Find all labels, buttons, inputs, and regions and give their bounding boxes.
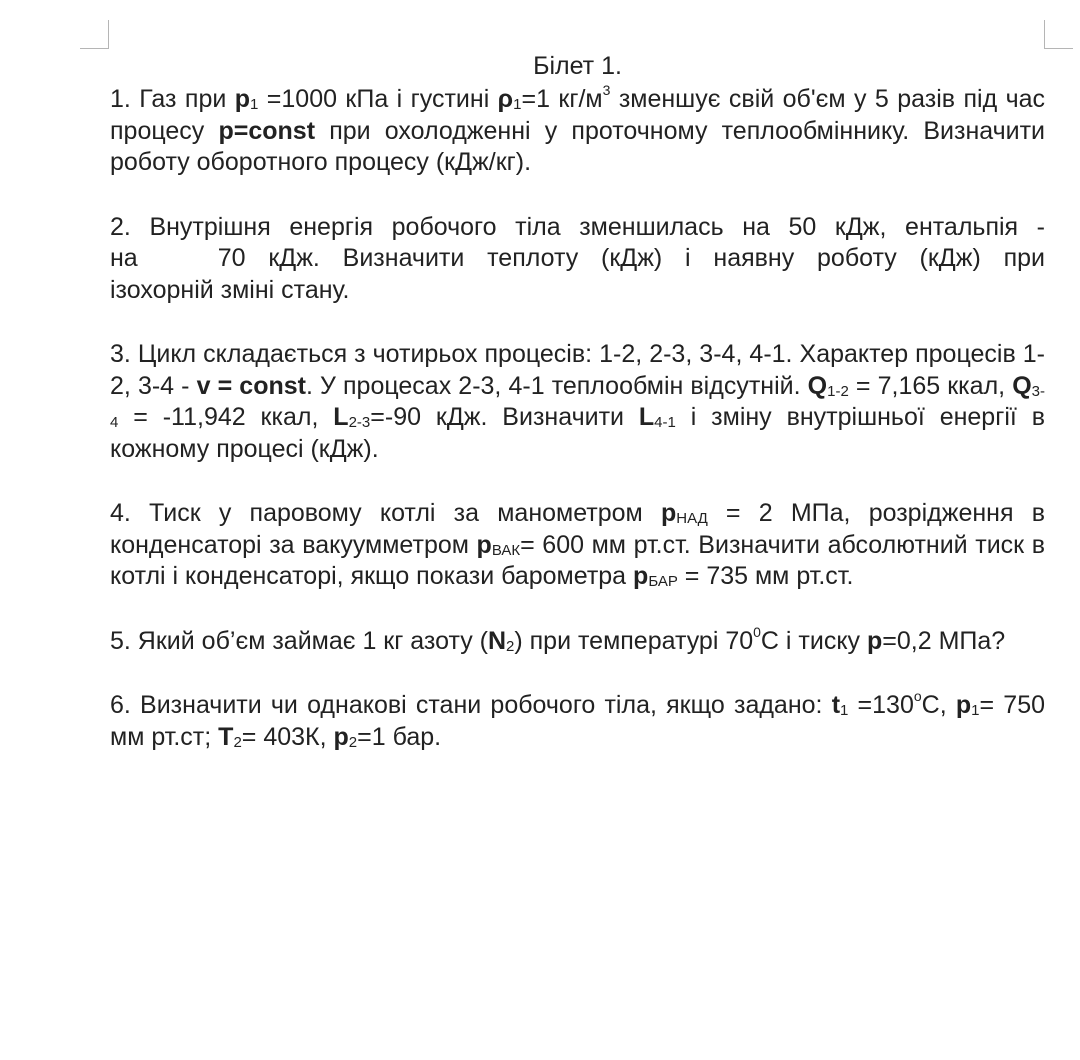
subscript: 2-3 bbox=[348, 414, 371, 431]
symbol: ρ bbox=[497, 85, 514, 113]
task-text: при охолодженні у проточному теплообміннику. Визначити роботу оборотного процесу (кДж/кг). bbox=[110, 116, 1046, 176]
superscript: 3 bbox=[602, 82, 611, 98]
task-1 bbox=[110, 84, 1045, 179]
symbol: p=const bbox=[218, 116, 316, 145]
subscript: 4-1 bbox=[654, 414, 676, 431]
task-4 bbox=[110, 498, 1045, 593]
subscript: 3-4 bbox=[110, 382, 1046, 431]
symbol: p bbox=[333, 722, 349, 751]
task-text: = 750 мм рт.ст; bbox=[110, 691, 1046, 751]
document-body bbox=[110, 50, 1045, 786]
task-3 bbox=[110, 339, 1045, 465]
task-text: 4. Тиск у паровому котлі за манометром bbox=[110, 499, 661, 527]
task-text: 3. Цикл складається з чотирьох процесів: 1-2, 2-3, 3-4, 4-1. Характер процесів 1-2, 3-4 - bbox=[110, 340, 1045, 400]
symbol: p bbox=[955, 691, 972, 719]
task-text: на bbox=[110, 244, 138, 272]
task-text: = 403К, bbox=[241, 722, 334, 751]
superscript: о bbox=[913, 688, 922, 704]
task-text: зменшує свій об'єм у 5 разів під час процесу bbox=[110, 85, 1046, 145]
task-text: =130 bbox=[848, 691, 914, 719]
symbol: N bbox=[487, 626, 507, 655]
task-text: С, bbox=[921, 691, 956, 719]
task-line: 2. Внутрішня енергія робочого тіла зменшилась на 50 кДж, ентальпія - bbox=[110, 212, 1045, 241]
task-text: = 735 мм рт.ст. bbox=[677, 562, 854, 590]
task-text: і зміну внутрішньої енергії в кожному процесі (кДж). bbox=[110, 403, 1045, 463]
task-6 bbox=[110, 690, 1045, 753]
task-text: = 600 мм рт.ст. Визначити абсолютний тиск в котлі і конденсаторі, якщо покази барометра bbox=[110, 530, 1045, 590]
subscript: 2 bbox=[348, 733, 358, 751]
subscript: 1 bbox=[971, 702, 980, 719]
crop-mark-top-right bbox=[1044, 20, 1073, 49]
task-text: =0,2 МПа? bbox=[882, 626, 1006, 655]
subscript: 1 bbox=[840, 702, 849, 719]
symbol: T bbox=[218, 722, 234, 751]
crop-mark-top-left bbox=[80, 20, 109, 49]
symbol: Q bbox=[1012, 371, 1032, 400]
symbol: p bbox=[660, 499, 677, 527]
task-line bbox=[110, 243, 1045, 275]
symbol: p bbox=[476, 530, 492, 559]
task-text: 5. Який об’єм займає 1 кг азоту ( bbox=[110, 626, 488, 655]
task-text: С і тиску bbox=[760, 626, 868, 655]
symbol: p bbox=[633, 562, 649, 590]
task-text: ) при температурі 70 bbox=[514, 626, 754, 655]
task-text: = 2 МПа, розрідження в конденсаторі за вакуумметром bbox=[110, 499, 1045, 559]
superscript: 0 bbox=[753, 623, 761, 640]
subscript: 1-2 bbox=[827, 382, 849, 400]
task-2 bbox=[110, 212, 1045, 307]
subscript: 2 bbox=[506, 637, 515, 655]
symbol: t bbox=[831, 691, 841, 719]
task-text: . У процесах 2-3, 4-1 теплообмін відсутній. bbox=[305, 371, 801, 400]
subscript: БАР bbox=[648, 573, 678, 590]
subscript: 2 bbox=[233, 733, 242, 751]
task-text: =1 бар. bbox=[357, 722, 442, 751]
symbol: p bbox=[234, 85, 251, 113]
symbol: L bbox=[333, 403, 349, 431]
subscript: 1 bbox=[250, 96, 259, 113]
subscript: НАД bbox=[676, 510, 708, 527]
task-text: =-90 кДж. Визначити bbox=[370, 403, 639, 431]
task-text: 70 кДж. Визначити теплоту (кДж) і наявну роботу (кДж) при bbox=[217, 244, 1045, 272]
task-text: = 7,165 ккал, bbox=[848, 371, 1013, 400]
symbol: p bbox=[867, 626, 883, 655]
symbol: Q bbox=[807, 371, 828, 400]
subscript: 1 bbox=[513, 96, 522, 113]
subscript: ВАК bbox=[491, 541, 521, 559]
symbol: L bbox=[638, 403, 655, 431]
ticket-title: Білет 1. bbox=[533, 52, 622, 80]
task-text: =1000 кПа і густині bbox=[258, 85, 498, 113]
task-text: =1 кг/м bbox=[521, 85, 603, 113]
task-text: = -11,942 ккал, bbox=[118, 403, 334, 431]
task-line: ізохорній зміні стану. bbox=[110, 275, 350, 304]
symbol: v = const bbox=[196, 371, 306, 400]
task-text: 6. Визначити чи однакові стани робочого тіла, якщо задано: bbox=[110, 691, 832, 719]
task-text: 1. Газ при bbox=[110, 85, 235, 113]
task-5 bbox=[110, 623, 1045, 658]
